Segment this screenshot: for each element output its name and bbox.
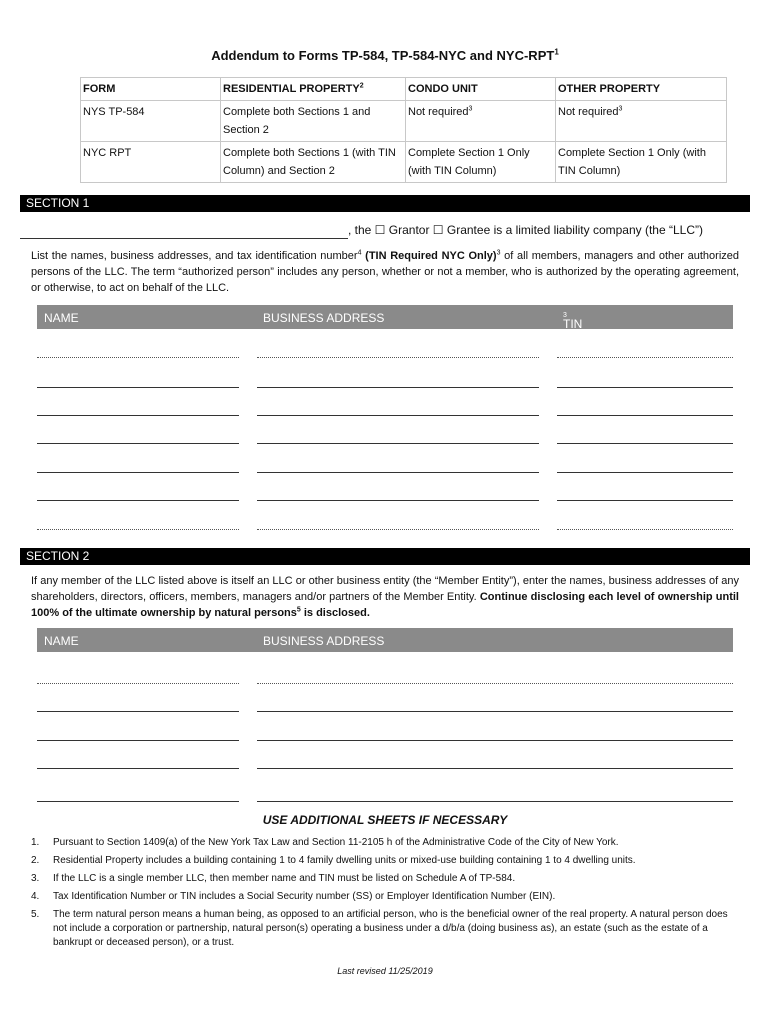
header-condo: CONDO UNIT xyxy=(406,78,556,101)
section1-header: SECTION 1 xyxy=(20,195,750,212)
page-title: Addendum to Forms TP-584, TP-584-NYC and NYC-RPT$^1$ xyxy=(211,47,559,63)
footnote: 5. The term natural person means a human being, as opposed to an artificial person, who is the beneficial owner of the real property. A natural person does not include a corporation or partnership, natural person(s) operating a business under a d/b/a (doing business as), an estate (such as the estate of a bankrupt or deceased person), or a trust. xyxy=(31,909,728,948)
col-business-address: BUSINESS ADDRESS xyxy=(263,634,385,648)
s1-tin-line[interactable] xyxy=(557,443,733,444)
s1-name-line[interactable] xyxy=(37,443,239,444)
s2-address-line[interactable] xyxy=(257,711,733,712)
cell-form: NYS TP-584 xyxy=(81,101,221,142)
header-form: FORM xyxy=(81,78,221,101)
s1-tin-line[interactable] xyxy=(557,387,733,388)
s1-address-line[interactable] xyxy=(257,387,539,388)
s1-address-line[interactable] xyxy=(257,529,539,530)
s2-address-line[interactable] xyxy=(257,683,733,684)
col-name: NAME xyxy=(44,634,79,648)
table-row xyxy=(81,142,727,183)
s2-address-line[interactable] xyxy=(257,801,733,802)
footnote: 2. Residential Property includes a building containing 1 to 4 family dwelling units or mixed-use building containing 1 to 4 dwelling units. xyxy=(31,855,636,866)
footnote: 1. Pursuant to Section 1409(a) of the New York Tax Law and Section 11-2105 h of the Administrative Code of the City of New York. xyxy=(31,837,619,848)
s2-name-line[interactable] xyxy=(37,740,239,741)
s1-tin-line[interactable] xyxy=(557,500,733,501)
s1-address-line[interactable] xyxy=(257,415,539,416)
s1-tin-line[interactable] xyxy=(557,415,733,416)
s1-address-line[interactable] xyxy=(257,357,539,358)
s2-name-line[interactable] xyxy=(37,683,239,684)
col-name: NAME xyxy=(44,311,79,325)
cell-condo: Complete Section 1 Only (with TIN Column) xyxy=(406,142,556,183)
section1-columns-header xyxy=(37,305,733,373)
additional-sheets-note: USE ADDITIONAL SHEETS IF NECESSARY xyxy=(262,813,508,827)
cell-residential: Complete both Sections 1 and Section 2 xyxy=(221,101,406,142)
header-residential: RESIDENTIAL PROPERTY$^2$ xyxy=(221,78,406,101)
s1-tin-line[interactable] xyxy=(557,529,733,530)
s2-name-line[interactable] xyxy=(37,801,239,802)
cell-other: Complete Section 1 Only (with TIN Column) xyxy=(556,142,727,183)
section2-instructions: If any member of the LLC listed above is itself an LLC or other business entity (the “Member Entity”), enter the names, business addresses of any shareholders, directors, officers, members, managers and/or partners of the Member Entity. Continue disclosing each level of ownership until 100% of the ultimate ownership by natural persons$^5$ is disclosed. xyxy=(31,575,739,619)
llc-statement-text: , the ☐ Grantor ☐ Grantee is a limited liability company (the “LLC”) xyxy=(348,223,703,237)
cell-form: NYC RPT xyxy=(81,142,221,183)
section2-header: SECTION 2 xyxy=(20,548,750,565)
header-other: OTHER PROPERTY xyxy=(556,78,727,101)
cell-residential: Complete both Sections 1 (with TIN Column) and Section 2 xyxy=(221,142,406,183)
s1-name-line[interactable] xyxy=(37,500,239,501)
table-header-row xyxy=(81,78,727,101)
s1-name-line[interactable] xyxy=(37,472,239,473)
s1-address-line[interactable] xyxy=(257,472,539,473)
forms-table xyxy=(80,77,727,183)
s1-name-line[interactable] xyxy=(37,387,239,388)
s2-name-line[interactable] xyxy=(37,768,239,769)
s1-name-line[interactable] xyxy=(37,529,239,530)
col-business-address: BUSINESS ADDRESS xyxy=(263,311,385,325)
s2-address-line[interactable] xyxy=(257,740,733,741)
cell-other: Not required$^3$ xyxy=(556,101,727,142)
s2-name-line[interactable] xyxy=(37,711,239,712)
llc-name-field[interactable] xyxy=(20,238,348,239)
s1-name-line[interactable] xyxy=(37,357,239,358)
col-tin: TIN (Required NYC Only) $^3$ xyxy=(563,312,616,373)
cell-condo: Not required$^3$ xyxy=(406,101,556,142)
s1-name-line[interactable] xyxy=(37,415,239,416)
s1-address-line[interactable] xyxy=(257,443,539,444)
last-revised: Last revised 11/25/2019 xyxy=(337,966,433,976)
section2-columns-header xyxy=(37,628,733,652)
s1-address-line[interactable] xyxy=(257,500,539,501)
s2-address-line[interactable] xyxy=(257,768,733,769)
section1-instructions: List the names, business addresses, and tax identification number$^4$ (TIN Required NYC Only)$^3$ of all members, managers and other authorized persons of the LLC. The term “authorized person” includes any person, whether or not a member, who is authorized by the operating agreement, or otherwise, to act on behalf of the LLC. xyxy=(31,249,740,294)
s1-tin-line[interactable] xyxy=(557,357,733,358)
table-row xyxy=(81,101,727,142)
footnote: 3. If the LLC is a single member LLC, then member name and TIN must be listed on Schedule A of TP-584. xyxy=(31,873,516,884)
footnotes xyxy=(31,836,744,954)
footnote: 4. Tax Identification Number or TIN includes a Social Security number (SS) or Employer Identification Number (EIN). xyxy=(31,891,556,902)
s1-tin-line[interactable] xyxy=(557,472,733,473)
